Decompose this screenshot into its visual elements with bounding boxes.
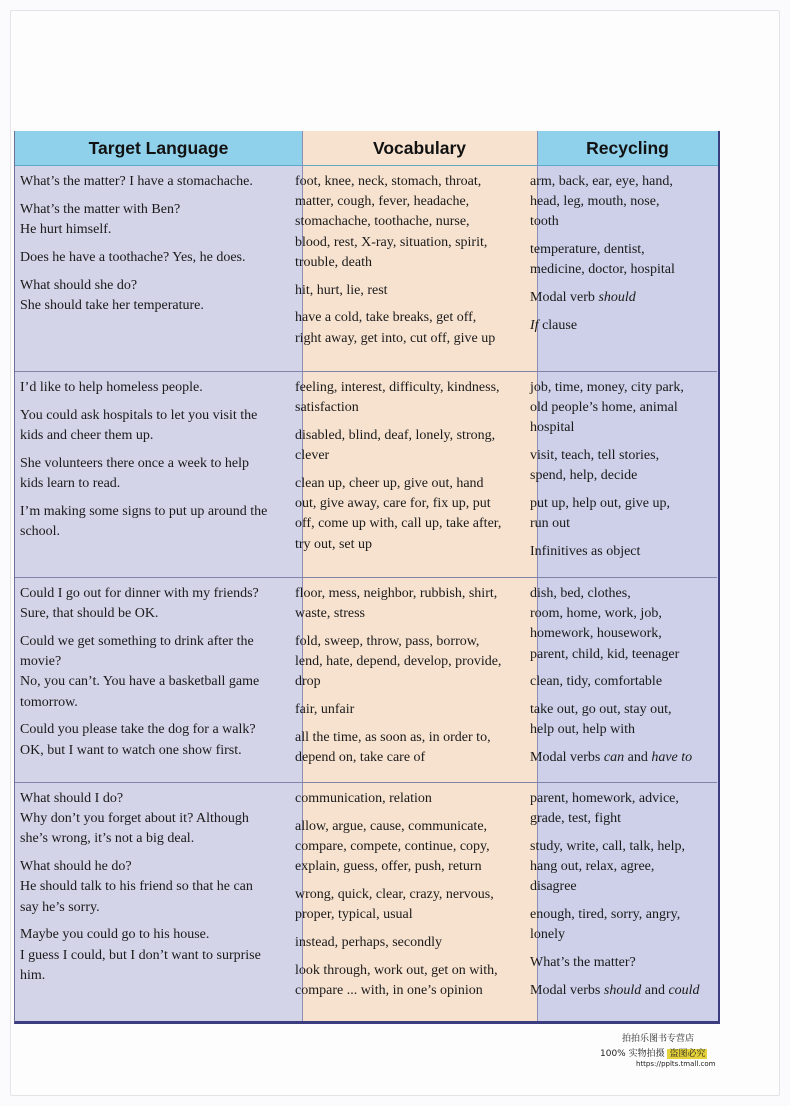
text-block bbox=[530, 172, 702, 233]
text-line: Modal verbs should and could bbox=[530, 983, 700, 998]
text-line: job, time, money, city park, bbox=[530, 380, 684, 395]
text-block bbox=[530, 981, 702, 1001]
text-block bbox=[20, 172, 285, 192]
text-block bbox=[295, 789, 520, 809]
text-line: fold, sweep, throw, pass, borrow, bbox=[295, 634, 480, 649]
text-block bbox=[530, 748, 702, 768]
text-line: fair, unfair bbox=[295, 702, 355, 718]
text-line: trouble, death bbox=[295, 254, 372, 270]
row-divider bbox=[15, 577, 717, 578]
text-line: head, leg, mouth, nose, bbox=[530, 194, 660, 210]
text-line: matter, cough, fever, headache, bbox=[295, 194, 470, 210]
text-line: parent, child, kid, teenager bbox=[530, 646, 680, 662]
text-line: If clause bbox=[530, 318, 578, 333]
text-line: put up, help out, give up, bbox=[530, 496, 670, 512]
text-line: blood, rest, X-ray, situation, spirit, bbox=[295, 234, 488, 250]
watermark-url: https://pplts.tmall.com bbox=[636, 1060, 716, 1068]
text-block bbox=[20, 502, 285, 542]
text-line: him. bbox=[20, 967, 46, 983]
text-line: enough, tired, sorry, angry, bbox=[530, 907, 681, 923]
text-line: visit, teach, tell stories, bbox=[530, 448, 660, 464]
text-line: parent, homework, advice, bbox=[530, 791, 679, 806]
vocabulary-cell bbox=[295, 584, 520, 776]
text-line: No, you can’t. You have a basketball game bbox=[20, 674, 260, 690]
text-block bbox=[530, 953, 702, 973]
target-language-cell bbox=[20, 172, 285, 324]
text-line: dish, bed, clothes, bbox=[530, 586, 631, 601]
text-block bbox=[20, 789, 285, 850]
text-line: What’s the matter with Ben? bbox=[20, 201, 181, 217]
text-line: She should take her temperature. bbox=[20, 297, 204, 313]
recycling-cell bbox=[530, 378, 702, 570]
text-line: hang out, relax, agree, bbox=[530, 859, 655, 875]
text-line: You could ask hospitals to let you visit the bbox=[20, 407, 258, 423]
text-block bbox=[295, 700, 520, 720]
text-line: temperature, dentist, bbox=[530, 242, 645, 258]
text-line: hit, hurt, lie, rest bbox=[295, 282, 388, 298]
text-line: Could we get something to drink after the bbox=[20, 634, 254, 649]
text-line: movie? bbox=[20, 654, 62, 670]
text-line: What’s the matter? bbox=[530, 955, 636, 971]
text-line: compare ... with, in one’s opinion bbox=[295, 983, 483, 998]
text-line: OK, but I want to watch one show first. bbox=[20, 742, 242, 758]
text-line: right away, get into, cut off, give up bbox=[295, 330, 496, 346]
text-line: all the time, as soon as, in order to, bbox=[295, 730, 491, 745]
text-line: floor, mess, neighbor, rubbish, shirt, bbox=[295, 586, 498, 601]
text-block bbox=[530, 316, 702, 336]
text-line: out, give away, care for, fix up, put bbox=[295, 496, 491, 512]
text-block bbox=[530, 672, 702, 692]
text-line: run out bbox=[530, 516, 571, 532]
watermark-photo-text: 100% 实物拍摄 bbox=[600, 1049, 665, 1059]
recycling-cell bbox=[530, 172, 702, 344]
text-line: Does he have a toothache? Yes, he does. bbox=[20, 249, 246, 265]
watermark-shop-name: 拍拍乐图书专营店 bbox=[622, 1034, 695, 1044]
text-line: tomorrow. bbox=[20, 694, 78, 710]
text-block bbox=[20, 632, 285, 713]
text-block bbox=[530, 837, 702, 898]
text-block bbox=[20, 406, 285, 446]
text-block bbox=[20, 857, 285, 918]
text-line: allow, argue, cause, communicate, bbox=[295, 818, 488, 834]
text-block bbox=[20, 720, 285, 760]
text-line: she’s wrong, it’s not a big deal. bbox=[20, 831, 195, 847]
text-block bbox=[295, 885, 520, 925]
text-block bbox=[295, 172, 520, 273]
text-block bbox=[530, 446, 702, 486]
text-line: clean up, cheer up, give out, hand bbox=[295, 476, 484, 491]
text-line: proper, typical, usual bbox=[295, 907, 413, 923]
text-line: depend on, take care of bbox=[295, 750, 426, 766]
header-recycling: Recycling bbox=[537, 131, 718, 166]
text-block bbox=[295, 308, 520, 348]
text-line: try out, set up bbox=[295, 536, 372, 552]
text-line: I’d like to help homeless people. bbox=[20, 380, 203, 395]
text-line: spend, help, decide bbox=[530, 468, 638, 484]
text-line: Modal verb should bbox=[530, 290, 636, 306]
text-block bbox=[530, 240, 702, 280]
text-line: disagree bbox=[530, 879, 577, 895]
text-line: Could you please take the dog for a walk? bbox=[20, 722, 256, 738]
text-block bbox=[295, 281, 520, 301]
text-block bbox=[295, 584, 520, 624]
text-line: clean, tidy, comfortable bbox=[530, 674, 663, 690]
text-line: grade, test, fight bbox=[530, 811, 621, 827]
text-block bbox=[20, 925, 285, 986]
text-line: say he’s sorry. bbox=[20, 899, 100, 915]
text-line: Sure, that should be OK. bbox=[20, 606, 159, 622]
text-block bbox=[20, 200, 285, 240]
text-block bbox=[20, 248, 285, 268]
row-divider bbox=[15, 782, 717, 783]
text-block bbox=[295, 632, 520, 693]
text-line: look through, work out, get on with, bbox=[295, 962, 498, 978]
text-block bbox=[295, 961, 520, 1001]
text-line: satisfaction bbox=[295, 400, 359, 416]
text-block bbox=[295, 426, 520, 466]
text-line: What should I do? bbox=[20, 791, 124, 806]
text-line: kids learn to read. bbox=[20, 476, 121, 491]
text-line: off, come up with, call up, take after, bbox=[295, 516, 502, 532]
text-line: I guess I could, but I don’t want to surprise bbox=[20, 947, 261, 963]
text-line: Modal verbs can and have to bbox=[530, 750, 693, 766]
text-line: take out, go out, stay out, bbox=[530, 702, 672, 718]
text-line: Maybe you could go to his house. bbox=[20, 927, 210, 943]
text-block bbox=[20, 454, 285, 494]
text-block bbox=[20, 378, 285, 398]
text-line: disabled, blind, deaf, lonely, strong, bbox=[295, 428, 496, 443]
text-line: communication, relation bbox=[295, 791, 432, 806]
text-block bbox=[530, 542, 702, 562]
text-line: medicine, doctor, hospital bbox=[530, 262, 675, 278]
text-block bbox=[530, 584, 702, 665]
text-block bbox=[295, 728, 520, 768]
text-line: compare, compete, continue, copy, bbox=[295, 839, 490, 854]
text-line: Infinitives as object bbox=[530, 544, 641, 560]
vocabulary-cell bbox=[295, 378, 520, 562]
text-line: school. bbox=[20, 524, 61, 539]
recycling-cell bbox=[530, 584, 702, 776]
text-line: clever bbox=[295, 448, 330, 464]
target-language-cell bbox=[20, 789, 285, 994]
header-vocabulary: Vocabulary bbox=[302, 131, 537, 166]
text-line: What’s the matter? I have a stomachache. bbox=[20, 174, 253, 189]
text-line: stomachache, toothache, nurse, bbox=[295, 214, 470, 230]
header-target-language: Target Language bbox=[15, 131, 302, 166]
text-line: He should talk to his friend so that he can bbox=[20, 879, 253, 895]
text-line: instead, perhaps, secondly bbox=[295, 935, 442, 950]
row-divider bbox=[15, 371, 717, 372]
text-line: She volunteers there once a week to help bbox=[20, 455, 249, 471]
text-line: drop bbox=[295, 674, 321, 690]
text-block bbox=[530, 288, 702, 308]
text-line: He hurt himself. bbox=[20, 222, 112, 237]
text-line: Could I go out for dinner with my friends? bbox=[20, 586, 259, 601]
text-line: help out, help with bbox=[530, 722, 635, 738]
text-line: What should he do? bbox=[20, 859, 132, 875]
text-line: What should she do? bbox=[20, 277, 138, 293]
text-block bbox=[20, 276, 285, 316]
shop-watermark bbox=[596, 1030, 726, 1070]
vocabulary-cell bbox=[295, 172, 520, 356]
vocabulary-cell bbox=[295, 789, 520, 1009]
text-block bbox=[295, 378, 520, 418]
text-line: lonely bbox=[530, 927, 565, 943]
text-line: study, write, call, talk, help, bbox=[530, 839, 685, 854]
text-line: feeling, interest, difficulty, kindness, bbox=[295, 380, 500, 395]
text-block bbox=[295, 933, 520, 953]
text-line: have a cold, take breaks, get off, bbox=[295, 310, 477, 326]
text-block bbox=[530, 378, 702, 439]
text-line: I’m making some signs to put up around the bbox=[20, 503, 268, 519]
text-block bbox=[530, 789, 702, 829]
text-block bbox=[295, 474, 520, 555]
text-line: room, home, work, job, bbox=[530, 606, 662, 622]
watermark-notice bbox=[600, 1046, 707, 1059]
text-line: lend, hate, depend, develop, provide, bbox=[295, 654, 502, 670]
text-block bbox=[295, 817, 520, 878]
text-block bbox=[530, 700, 702, 740]
text-line: homework, housework, bbox=[530, 626, 662, 642]
text-block bbox=[20, 584, 285, 624]
text-block bbox=[530, 905, 702, 945]
target-language-cell bbox=[20, 378, 285, 550]
text-line: Why don’t you forget about it? Although bbox=[20, 811, 249, 827]
text-line: foot, knee, neck, stomach, throat, bbox=[295, 174, 482, 189]
watermark-warning-text: 盗图必究 bbox=[669, 1049, 706, 1059]
recycling-cell bbox=[530, 789, 702, 1009]
text-block bbox=[530, 494, 702, 534]
text-line: explain, guess, offer, push, return bbox=[295, 859, 482, 875]
text-line: arm, back, ear, eye, hand, bbox=[530, 174, 673, 189]
text-line: kids and cheer them up. bbox=[20, 428, 154, 443]
text-line: old people’s home, animal bbox=[530, 400, 678, 416]
target-language-cell bbox=[20, 584, 285, 768]
text-line: hospital bbox=[530, 420, 575, 436]
text-line: waste, stress bbox=[295, 606, 365, 622]
text-line: tooth bbox=[530, 214, 559, 230]
text-line: wrong, quick, clear, crazy, nervous, bbox=[295, 887, 494, 902]
